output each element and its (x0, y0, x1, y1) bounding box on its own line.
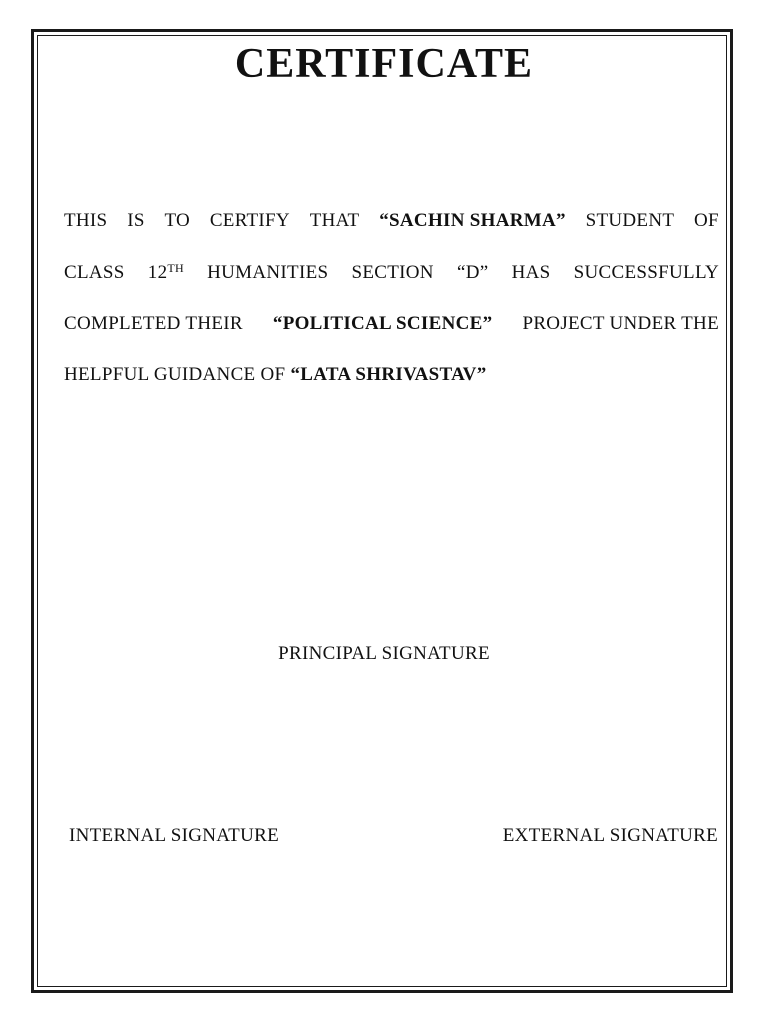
word: THIS (64, 210, 108, 231)
certificate-line-2 (64, 261, 719, 284)
class-superscript: TH (167, 261, 184, 275)
certificate-line-4 (64, 364, 719, 386)
class-label (148, 261, 184, 284)
word: CLASS (64, 262, 125, 283)
section-label: “D” (456, 262, 489, 283)
guide-name: “LATA SHRIVASTAV” (290, 364, 487, 385)
certificate-title: CERTIFICATE (234, 41, 534, 87)
word: CERTIFY (209, 210, 290, 231)
word: SECTION (351, 262, 434, 283)
word: HAS (511, 262, 551, 283)
class-number: 12 (147, 262, 168, 283)
word: STUDENT (585, 210, 675, 231)
subject-name: “POLITICAL SCIENCE” (272, 313, 493, 334)
external-signature-label: EXTERNAL SIGNATURE (502, 825, 718, 846)
word: TO (164, 210, 191, 231)
text-segment: HELPFUL GUIDANCE OF (64, 364, 286, 385)
word: SUCCESSFULLY (573, 262, 719, 283)
text-segment: COMPLETED THEIR (64, 313, 243, 334)
student-name: “SACHIN SHARMA” (379, 210, 566, 231)
word: HUMANITIES (207, 262, 329, 283)
word: IS (127, 210, 145, 231)
certificate-line-3 (64, 313, 719, 335)
word: OF (694, 210, 719, 231)
principal-signature-label: PRINCIPAL SIGNATURE (278, 643, 490, 664)
text-segment: PROJECT UNDER THE (522, 313, 719, 334)
certificate-line-1 (64, 210, 719, 232)
internal-signature-label: INTERNAL SIGNATURE (69, 825, 279, 846)
word: THAT (309, 210, 360, 231)
